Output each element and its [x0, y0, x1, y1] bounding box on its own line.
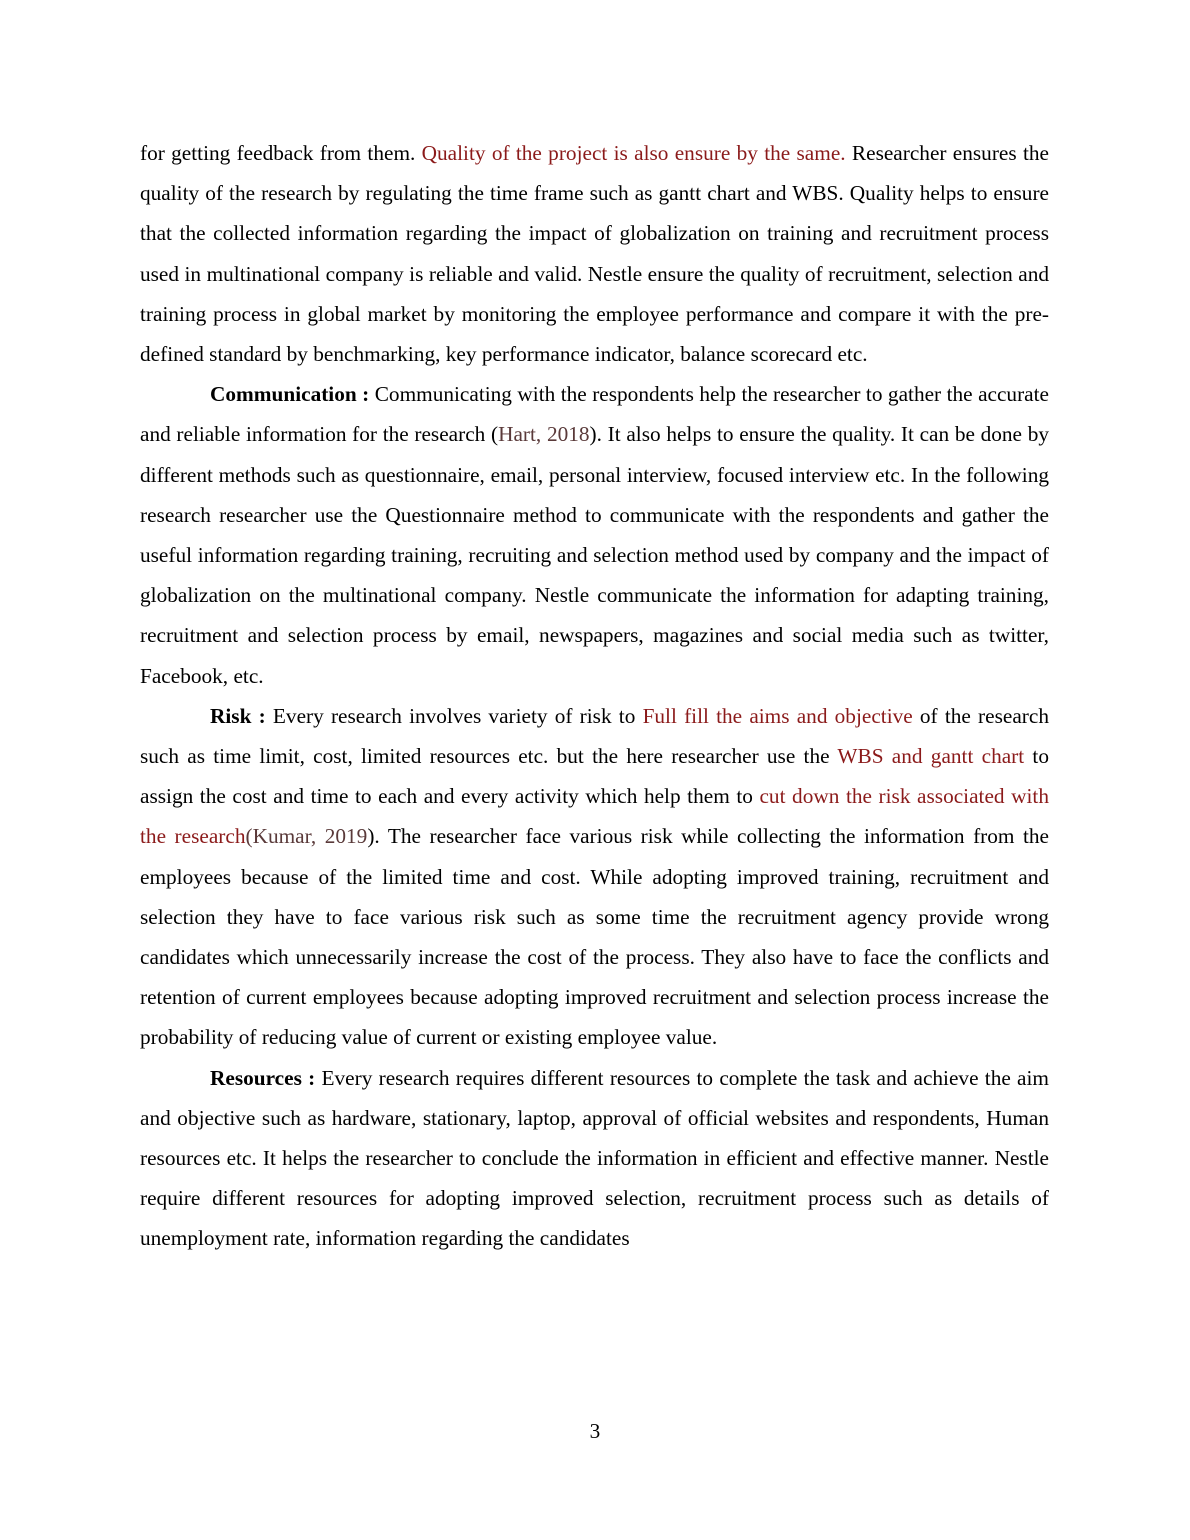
paragraph-text: ). The researcher face various risk while collecting the information from the employees because of the limited time and cost. While adopting improved training, recruitment and selection they have to face various risk such as some time the recruitment agency provide wrong candidates which unnecessarily increase the cost of the process. They also have to face the conflicts and retention of current employees because adopting improved recruitment and selection process increase the probability of reducing value of current or existing employee value.	[140, 824, 1050, 1050]
body-text	[140, 133, 1049, 1259]
paragraph-text: Every research requires different resources to complete the task and achieve the aim and objective such as hardware, stationary, laptop, approval of official websites and respondents, Human resources etc. It helps the researcher to conclude the information in efficient and effective manner. Nestle require different resources for adopting improved selection, recruitment process such as details of unemployment rate, information regarding the candidates	[140, 1065, 1049, 1251]
page-number: 3	[589, 1419, 601, 1443]
citation: Hart, 2018	[498, 422, 590, 447]
paragraph-text: Researcher ensures the quality of the research by regulating the time frame such as gantt chart and WBS. Quality helps to ensure that the collected information regarding the impact of globalization on training and recruitment process used in multinational company is reliable and valid. Nestle ensure the quality of recruitment, selection and training process in global market by monitoring the employee performance and compare it with the pre-defined standard by benchmarking, key performance indicator, balance scorecard etc.	[140, 141, 1049, 367]
highlighted-text: Quality of the project is also ensure by the same.	[421, 141, 846, 165]
section-heading-resources: Resources :	[210, 1065, 316, 1090]
paragraph-text: Communicating with the respondents help the researcher to gather the accurate and reliable information for the research (	[140, 382, 1049, 447]
paragraph-text: ). It also helps to ensure the quality. It can be done by different methods such as questionnaire, email, personal interview, focused interview etc. In the following research researcher use the Questionnaire method to communicate with the respondents and gather the useful information regarding training, recruiting and selection method used by company and the impact of globalization on the multinational company. Nestle communicate the information for adapting training, recruitment and selection process by email, newspapers, magazines and social media such as twitter, Facebook, etc.	[140, 422, 1049, 688]
paragraph-quality	[140, 133, 1049, 374]
paragraph-text: Every research involves variety of risk to	[265, 703, 643, 728]
paragraph-risk	[140, 696, 1049, 1058]
paragraph-resources	[140, 1058, 1049, 1259]
paragraph-text: to assign the cost and time to each and every activity which help them to	[140, 744, 1049, 809]
paragraph-text: for getting feedback from them.	[140, 141, 422, 165]
citation: (Kumar, 2019	[245, 824, 368, 849]
highlighted-text: cut down the risk associated with the research	[140, 784, 1049, 849]
highlighted-text: WBS and gantt chart	[837, 744, 1025, 769]
paragraph-text: of the research such as time limit, cost, limited resources etc. but the here researcher use the	[140, 703, 1049, 769]
highlighted-text: Full fill the aims and objective	[642, 703, 913, 728]
paragraph-communication	[140, 374, 1049, 696]
section-heading-risk: Risk :	[210, 703, 266, 728]
section-heading-communication: Communication :	[210, 382, 370, 407]
